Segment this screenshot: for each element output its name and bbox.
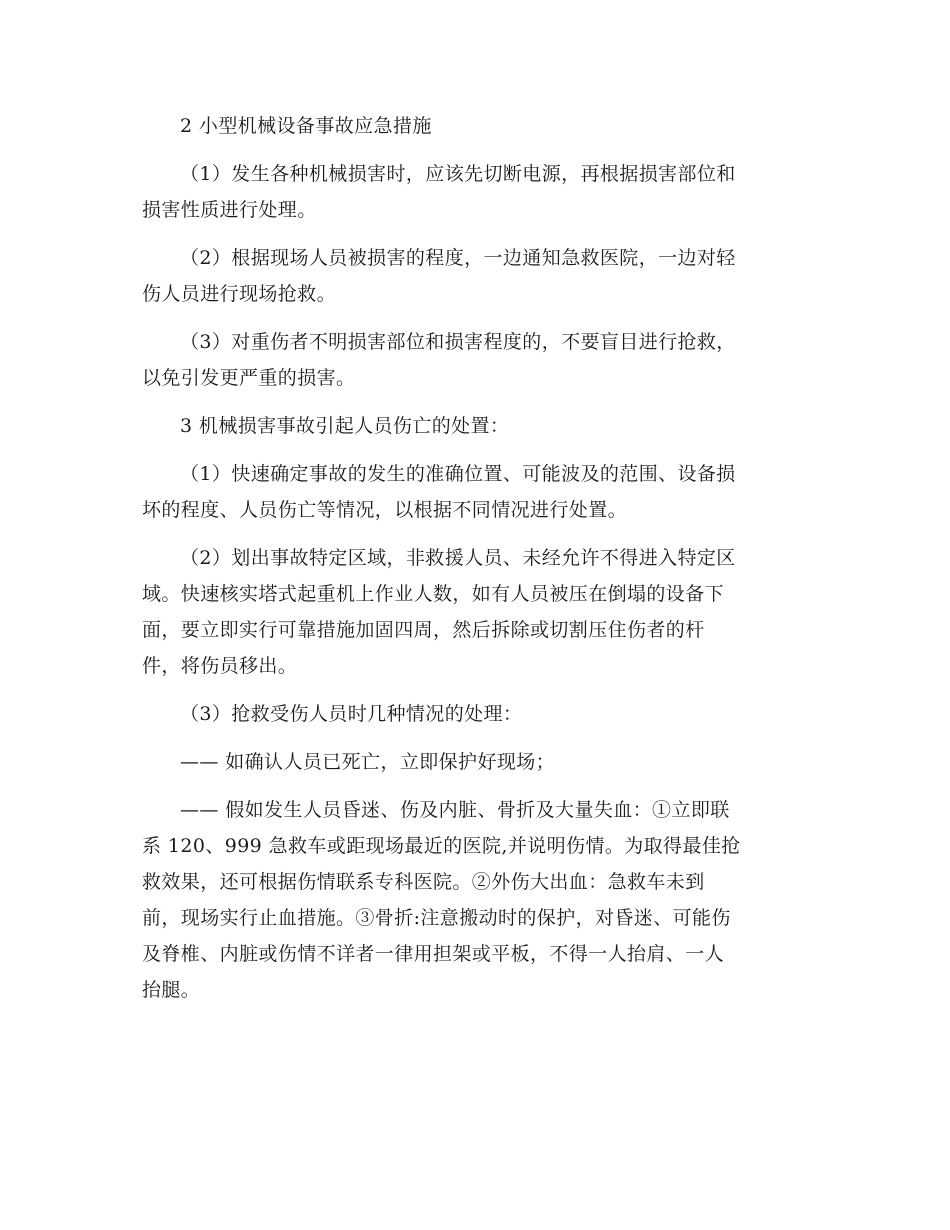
text-line: 面，要立即实行可靠措施加固四周，然后拆除或切割压住伤者的杆: [142, 619, 705, 641]
paragraph: [142, 456, 806, 528]
text-line: 3 机械损害事故引起人员伤亡的处置：: [180, 415, 510, 437]
text-line: 伤人员进行现场抢救。: [142, 283, 337, 305]
text-line: （1）发生各种机械损害时，应该先切断电源，再根据损害部位和: [180, 163, 736, 185]
text-line: （1）快速确定事故的发生的准确位置、可能波及的范围、设备损: [180, 463, 736, 485]
paragraph: [142, 156, 806, 228]
paragraph: [142, 240, 806, 312]
list-item: [142, 792, 806, 1008]
paragraph: [142, 540, 806, 684]
text-line: 前，现场实行止血措施。③骨折:注意搬动时的保护，对昏迷、可能伤: [142, 907, 731, 929]
document-page: [142, 108, 806, 1020]
list-item: [142, 744, 806, 780]
paragraph: [142, 696, 806, 732]
heading-section-3: [142, 408, 806, 444]
text-line: 系 120、999 急救车或距现场最近的医院,并说明伤情。为取得最佳抢: [142, 835, 741, 857]
text-line: 域。快速核实塔式起重机上作业人数，如有人员被压在倒塌的设备下: [142, 583, 725, 605]
text-line: 件，将伤员移出。: [142, 655, 298, 677]
text-line: （3）抢救受伤人员时几种情况的处理：: [180, 703, 523, 725]
text-line: （2）根据现场人员被损害的程度，一边通知急救医院，一边对轻: [180, 247, 736, 269]
text-line: 坏的程度、人员伤亡等情况，以根据不同情况进行处置。: [142, 499, 628, 521]
heading-section-2: [142, 108, 806, 144]
text-line: 及脊椎、内脏或伤情不详者一律用担架或平板，不得一人抬肩、一人: [142, 943, 725, 965]
text-line: 抬腿。: [142, 979, 201, 1001]
text-line: 救效果，还可根据伤情联系专科医院。②外伤大出血：急救车未到: [142, 871, 705, 893]
text-line: 损害性质进行处理。: [142, 199, 317, 221]
text-line: 以免引发更严重的损害。: [142, 367, 356, 389]
paragraph: [142, 324, 806, 396]
text-line: —— 如确认人员已死亡，立即保护好现场；: [180, 751, 556, 773]
text-line: （2）划出事故特定区域，非救援人员、未经允许不得进入特定区: [180, 547, 736, 569]
text-line: 2 小型机械设备事故应急措施: [180, 115, 432, 137]
text-line: （3）对重伤者不明损害部位和损害程度的，不要盲目进行抢救，: [180, 331, 736, 353]
text-line: —— 假如发生人员昏迷、伤及内脏、骨折及大量失血：①立即联: [180, 799, 730, 821]
